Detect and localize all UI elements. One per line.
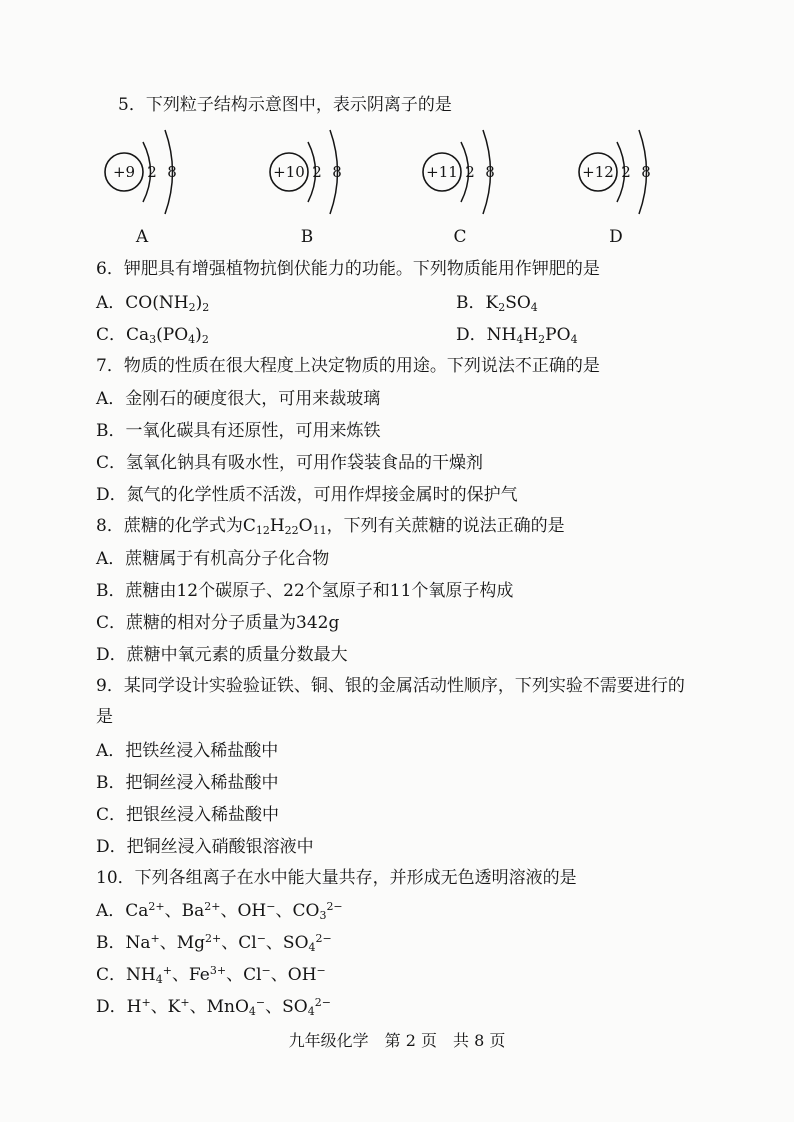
particle-diagram-b[interactable] bbox=[270, 130, 342, 247]
q6-option-b[interactable]: B．$K_2SO_4$ bbox=[456, 293, 538, 314]
q8-option-d[interactable]: D．蔗糖中氧元素的质量分数最大 bbox=[96, 645, 348, 665]
option-letter: B bbox=[300, 227, 314, 247]
nucleus-charge: +11 bbox=[426, 163, 458, 181]
option-letter: D bbox=[609, 227, 623, 247]
particle-diagram-d[interactable] bbox=[579, 130, 651, 247]
q10-option-d[interactable]: D．H+、K+、MnO$_4$−、$SO_4^{2-}$ bbox=[96, 996, 331, 1018]
q8-option-b[interactable]: B．蔗糖由12个碳原子、22个氢原子和11个氧原子构成 bbox=[96, 581, 514, 601]
q5-stem: 5．下列粒子结构示意图中，表示阴离子的是 bbox=[118, 95, 452, 115]
shell-1-electrons: 2 bbox=[465, 163, 475, 181]
q7-option-b[interactable]: B．一氧化碳具有还原性，可用来炼铁 bbox=[96, 421, 381, 441]
q7-option-d[interactable]: D．氮气的化学性质不活泼，可用作焊接金属时的保护气 bbox=[96, 485, 518, 505]
q8-option-c[interactable]: C．蔗糖的相对分子质量为342g bbox=[96, 613, 340, 633]
page-footer: 九年级化学 第 2 页 共 8 页 bbox=[288, 1031, 506, 1050]
nucleus-charge: +9 bbox=[112, 163, 136, 181]
q8-stem: 8．蔗糖的化学式为$C_{12}H_{22}O_{11}$，下列有关蔗糖的说法正确的是 bbox=[96, 516, 565, 537]
q6-option-c[interactable]: C．$Ca_3(PO_4)_2$ bbox=[96, 325, 209, 346]
shell-2-electrons: 8 bbox=[485, 163, 495, 181]
shell-1-electrons: 2 bbox=[147, 163, 157, 181]
shell-2-electrons: 8 bbox=[167, 163, 177, 181]
shell-2-electrons: 8 bbox=[641, 163, 651, 181]
q9-option-a[interactable]: A．把铁丝浸入稀盐酸中 bbox=[96, 741, 279, 761]
q6-option-d[interactable]: D．$NH_4H_2PO_4$ bbox=[456, 325, 578, 346]
q8-option-a[interactable]: A．蔗糖属于有机高分子化合物 bbox=[96, 549, 330, 569]
q9-option-b[interactable]: B．把铜丝浸入稀盐酸中 bbox=[96, 773, 279, 793]
q7-stem: 7．物质的性质在很大程度上决定物质的用途。下列说法不正确的是 bbox=[96, 356, 600, 376]
q10-option-b[interactable]: B．Na+、$Mg^{2+}$、Cl−、$SO_4^{2-}$ bbox=[96, 932, 332, 954]
q9-stem: 9．某同学设计实验验证铁、铜、银的金属活动性顺序，下列实验不需要进行的 bbox=[96, 676, 685, 696]
q9-option-d[interactable]: D．把铜丝浸入硝酸银溶液中 bbox=[96, 837, 314, 857]
option-letter: A bbox=[135, 227, 149, 247]
nucleus-charge: +10 bbox=[273, 163, 305, 181]
q6-stem: 6．钾肥具有增强植物抗倒伏能力的功能。下列物质能用作钾肥的是 bbox=[96, 259, 600, 279]
nucleus-charge: +12 bbox=[582, 163, 614, 181]
q10-option-c[interactable]: C．$NH_4^+$、$Fe^{3+}$、Cl−、OH− bbox=[96, 964, 326, 986]
particle-diagram-c[interactable] bbox=[423, 130, 495, 247]
shell-2-electrons: 8 bbox=[332, 163, 342, 181]
q9-stem-cont: 是 bbox=[96, 707, 113, 727]
option-letter: C bbox=[453, 227, 467, 247]
shell-1-electrons: 2 bbox=[312, 163, 322, 181]
q10-option-a[interactable]: A．$Ca^{2+}$、$Ba^{2+}$、OH−、$CO_3^{2-}$ bbox=[96, 900, 343, 922]
q7-option-c[interactable]: C．氢氧化钠具有吸水性，可用作袋装食品的干燥剂 bbox=[96, 453, 484, 473]
q10-stem: 10．下列各组离子在水中能大量共存，并形成无色透明溶液的是 bbox=[96, 868, 577, 888]
q9-option-c[interactable]: C．把银丝浸入稀盐酸中 bbox=[96, 805, 280, 825]
particle-diagram-a[interactable] bbox=[105, 130, 177, 247]
q7-option-a[interactable]: A．金刚石的硬度很大，可用来裁玻璃 bbox=[96, 389, 381, 409]
q5-particle-diagrams bbox=[0, 0, 794, 260]
shell-1-electrons: 2 bbox=[621, 163, 631, 181]
q6-option-a[interactable]: A．$CO(NH_2)_2$ bbox=[96, 293, 210, 314]
